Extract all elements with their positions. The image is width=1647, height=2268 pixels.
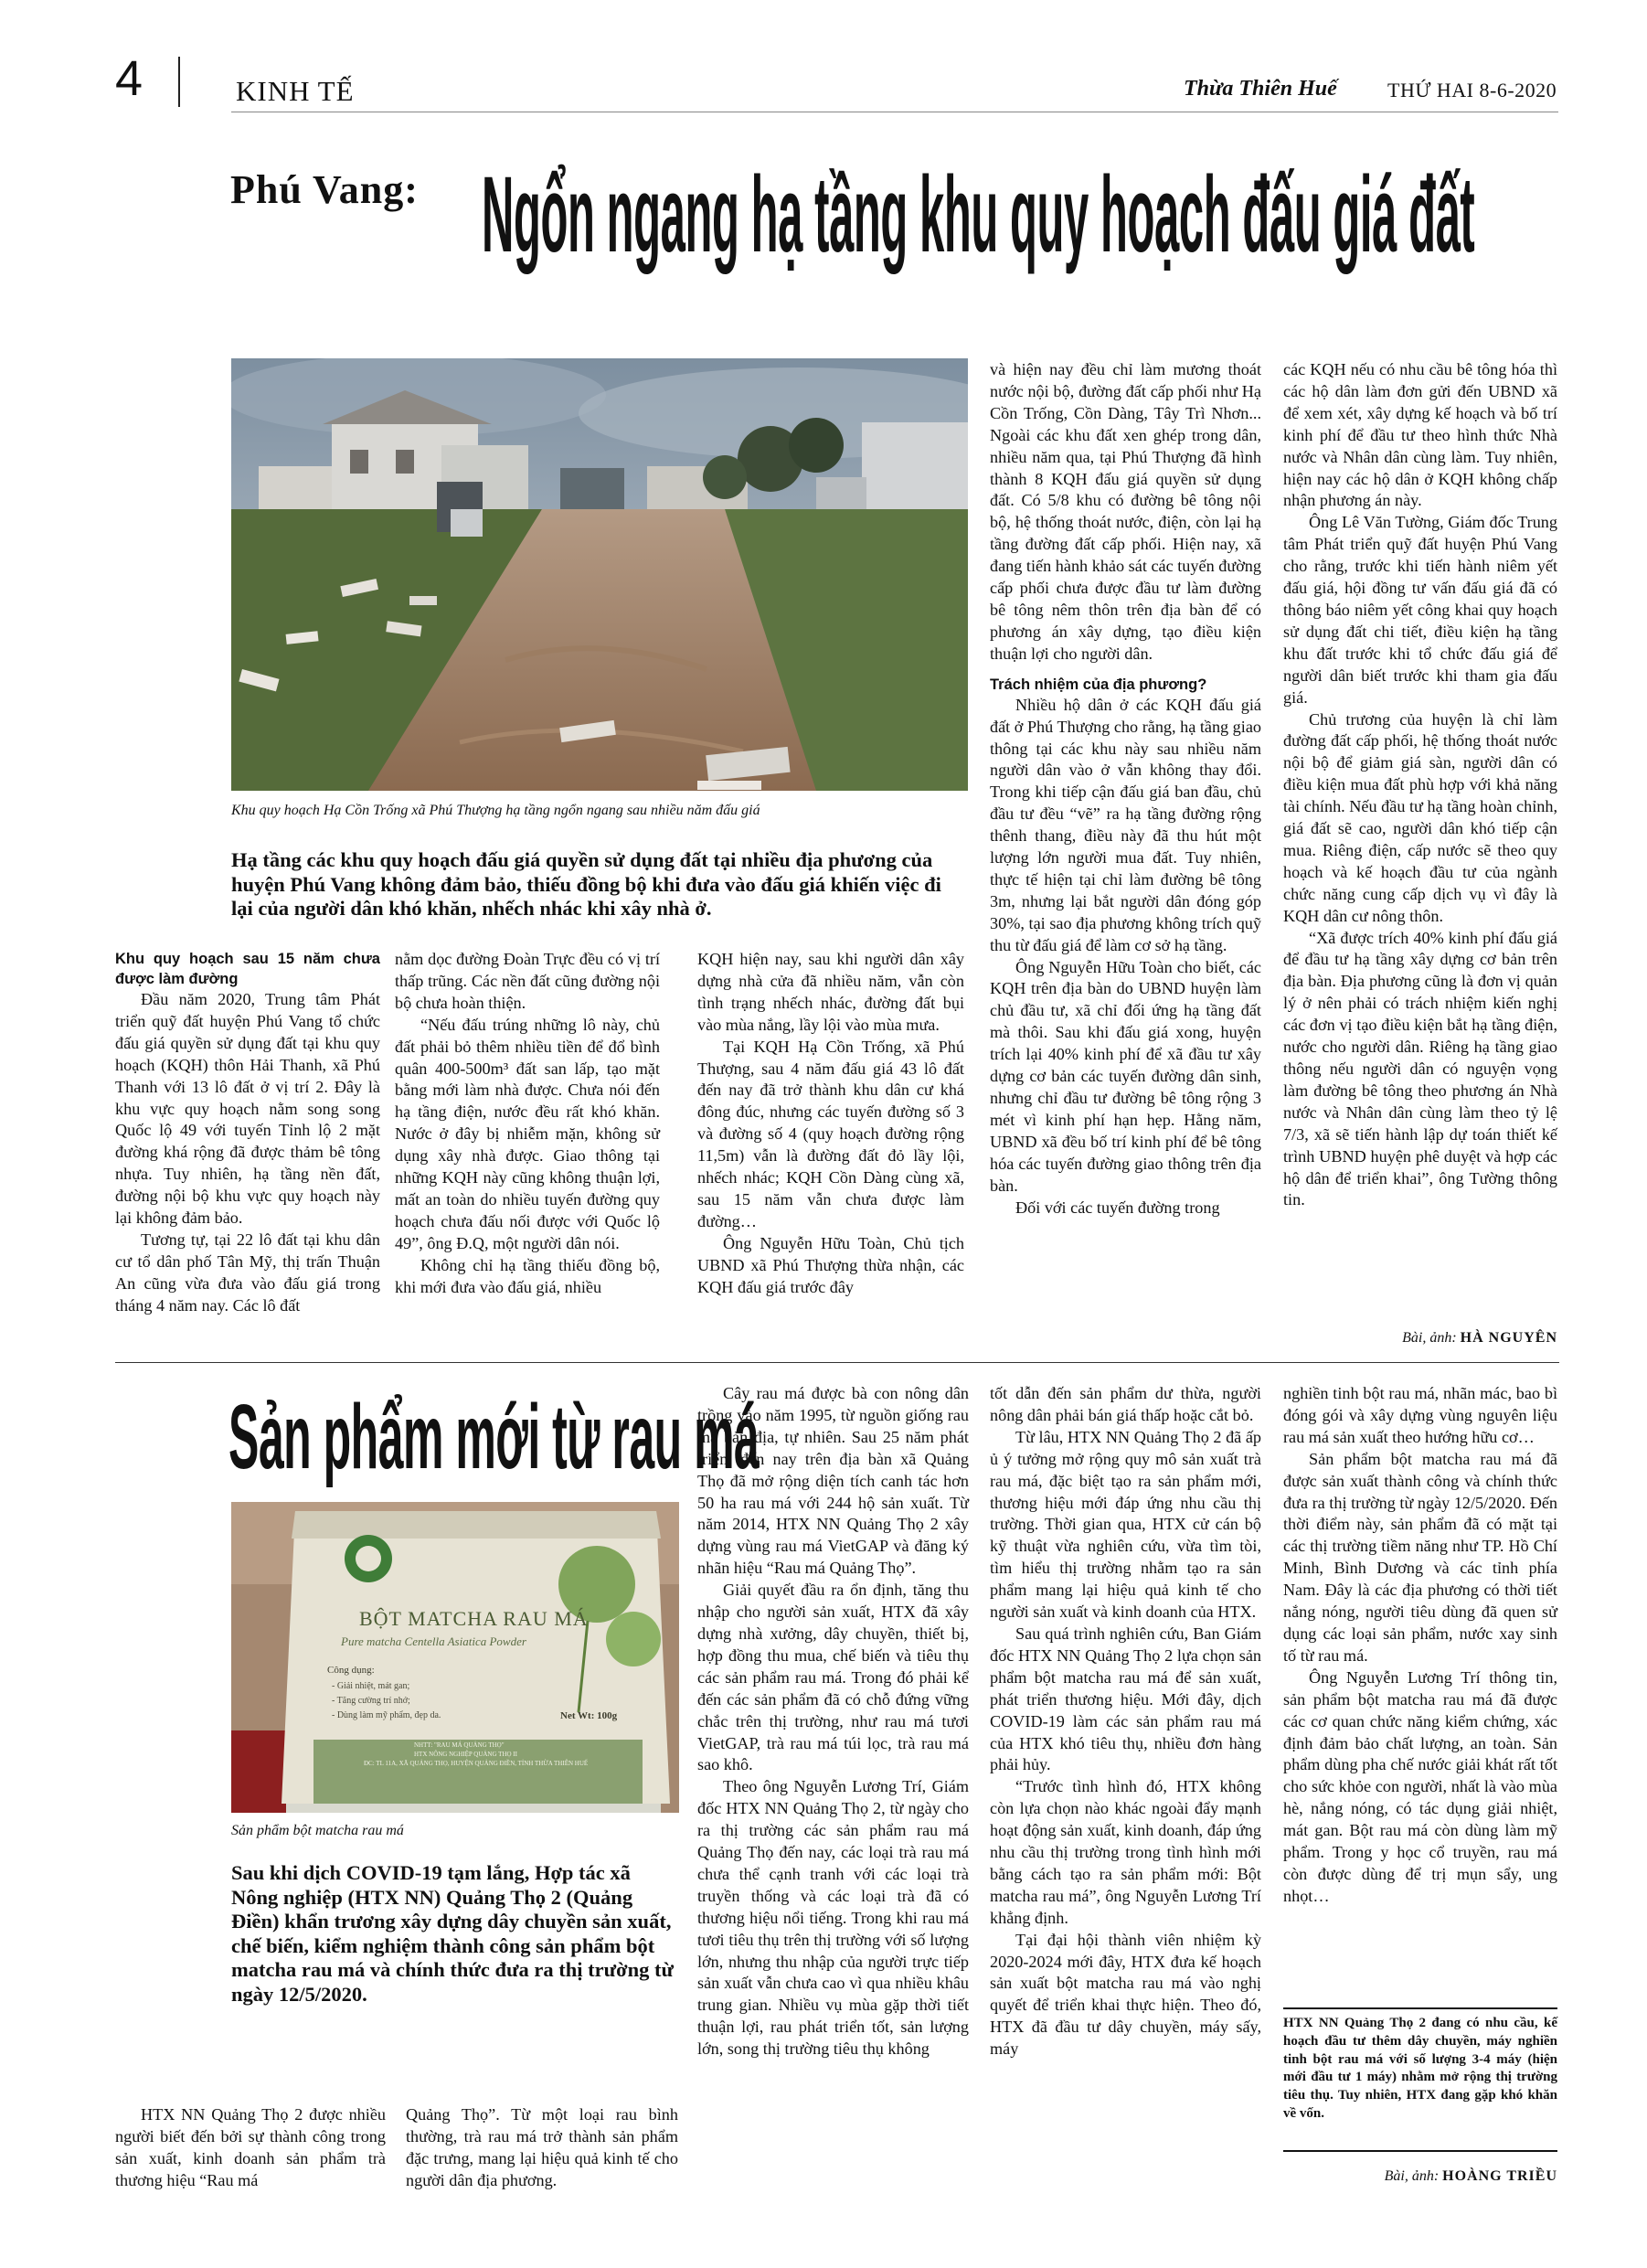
package-weight: Net Wt: 100g bbox=[560, 1710, 618, 1721]
paragraph: Đầu năm 2020, Trung tâm Phát triển quỹ đất huyện Phú Vang tổ chức đấu giá quyền sử dụng đất tại khu quy hoạch (KQH) thôn Hải Thanh, xã Phú Thanh với 13 lô đất ở vị trí 2. Đây là khu vực quy hoạch nằm song song Quốc lộ 49 với tuyến Tỉnh lộ 2 mặt đường khá rộng đã được thảm bê tông nhựa. Tuy nhiên, hạ tầng nền đất, đường nội bộ khu vực quy hoạch này lại không đảm bảo. bbox=[115, 990, 380, 1228]
paragraph: Ông Nguyễn Hữu Toàn cho biết, các KQH trên địa bàn do UBND huyện làm chủ đầu tư, xã chỉ đối ứng hạ tầng đất mà thôi. Sau khi đấu giá xong, huyện trích lại 40% kinh phí để xã đầu tư xây dựng cơ bản các tuyến đường dân sinh, nhưng chỉ đầu tư đường bê tông rộng 3 mét vì kinh phí hạn hẹp. Hằng năm, UBND xã đều bố trí kinh phí để bê tông hóa các tuyến đường giao thông trên địa bàn. bbox=[990, 957, 1261, 1195]
paragraph: Tại KQH Hạ Cồn Trống, xã Phú Thượng, sau 4 năm đấu giá 43 lô đất đến nay đã trở thành khu dân cư khá đông đúc, nhưng các tuyến đường số 3 và đường số 4 (quy hoạch đường rộng 11,5m) vẫn là đường đất đỏ lầy lội, nhếch nhác; KQH Cồn Dàng cùng xã, sau 15 năm vẫn chưa được làm đường… bbox=[697, 1037, 964, 1230]
package-use-item: - Giải nhiệt, mát gan; bbox=[332, 1681, 410, 1691]
paragraph: nghiền tinh bột rau má, nhãn mác, bao bì đóng gói và xây dựng vùng nguyên liệu rau má sản xuất theo hướng hữu cơ… bbox=[1283, 1384, 1557, 1446]
paragraph: “Xã được trích 40% kinh phí đấu giá để đầu tư hạ tầng xây dựng cơ bản trên địa bàn. Địa phương cũng là đơn vị quản lý ở nên phải có trách nhiệm kiến nghị các đơn vị tạo điều kiện bắt hạ tầng điện, nước cho người dân. Riêng hạ tầng giao thông nếu người dân có nguyện vọng làm đường bê tông theo phương án Nhà nước và Nhân dân cùng làm theo tỷ lệ 7/3, xã sẽ tiến hành lập dự toán thiết kế trình UBND huyện phê duyệt và hợp các hộ dân để triển khai”, ông Tường thông tin. bbox=[1283, 928, 1557, 1209]
paragraph: Ông Lê Văn Tường, Giám đốc Trung tâm Phát triển quỹ đất huyện Phú Vang cho rằng, trước khi tiến hành niêm yết đấu giá, hội đồng tư vấn đấu giá đã có thông báo niêm yết công khai quy hoạch sử dụng đất chi tiết, điều kiện hạ tầng khu đất trước khi tổ chức đấu giá để người dân biết trước khi tham gia đấu giá. bbox=[1283, 513, 1557, 707]
paragraph: “Trước tình hình đó, HTX không còn lựa chọn nào khác ngoài đẩy mạnh hoạt động sản xuất, kinh doanh, đáp ứng nhu cầu thị trường trong tình hình mới bằng cách tạo ra sản phẩm mới: Bột matcha rau má”, ông Nguyễn Lương Trí khẳng định. bbox=[990, 1777, 1261, 1927]
section-subhead: Khu quy hoạch sau 15 năm chưa được làm đường bbox=[115, 951, 380, 987]
paragraph: Chủ trương của huyện là chỉ làm đường đất cấp phối, hệ thống thoát nước nội bộ để giảm giá sàn, người dân có điều kiện mua đất phù hợp với khả năng tài chính. Nếu đầu tư hạ tầng hoàn chỉnh, giá đất sẽ cao, người dân khó tiếp cận mua. Riêng điện, cấp nước sẽ theo quy hoạch và kế hoạch đầu tư của ngành chức năng cung cấp dịch vụ vì đây là KQH dân cư nông thôn. bbox=[1283, 709, 1557, 925]
paragraph: Sau quá trình nghiên cứu, Ban Giám đốc HTX NN Quảng Thọ 2 lựa chọn sản phẩm bột matcha rau má để sản xuất, phát triển thương hiệu. Mới đây, dịch COVID-19 làm các sản phẩm rau má của HTX khó tiêu thụ, nhiều đơn hàng phải hủy. bbox=[990, 1624, 1261, 1774]
page-number: 4 bbox=[115, 51, 143, 106]
article-1-headline: Ngổn ngang hạ tầng khu quy hoạch đấu giá đất bbox=[482, 154, 1475, 275]
note-rule-top bbox=[1283, 2007, 1557, 2009]
article-1-lead: Hạ tầng các khu quy hoạch đấu giá quyền sử dụng đất tại nhiều địa phương của huyện Phú Vang không đảm bảo, thiếu đồng bộ khi đưa vào đấu giá khiến việc đi lại của người dân khó khăn, nhếch nhác khi xây nhà ở. bbox=[231, 848, 941, 920]
paragraph: Cây rau má được bà con nông dân trồng vào năm 1995, từ nguồn giống rau má bản địa, tự nhiên. Sau 25 năm phát triển, đến nay trên địa bàn xã Quảng Thọ đã mở rộng diện tích canh tác hơn 50 ha rau má với 244 hộ sản xuất. Từ năm 2014, HTX NN Quảng Thọ 2 xây dựng vùng rau má VietGAP và đăng ký nhãn hiệu “Rau má Quảng Thọ”. bbox=[697, 1384, 969, 1578]
article-2-note: HTX NN Quảng Thọ 2 đang có nhu cầu, kế hoạch đầu tư thêm dây chuyền, máy nghiền tinh bột rau má với số lượng 3-4 máy (hiện mới đầu tư 1 máy) nhằm mở rộng thị trường tiêu thụ. Tuy nhiên, HTX đang gặp khó khăn về vốn. bbox=[1283, 2016, 1557, 2121]
byline-author: HÀ NGUYÊN bbox=[1460, 1330, 1557, 1346]
package-uses-label: Công dụng: bbox=[327, 1665, 375, 1676]
paper-name: Thừa Thiên Huế bbox=[1184, 77, 1337, 101]
package-subtitle: Pure matcha Centella Asiatica Powder bbox=[341, 1634, 526, 1648]
section-subhead: Trách nhiệm của địa phương? bbox=[990, 676, 1207, 693]
article-2-column-5 bbox=[1283, 1383, 1557, 1908]
paragraph: Sản phẩm bột matcha rau má đã được sản xuất thành công và chính thức đưa ra thị trường từ ngày 12/5/2020. Đến thời điểm này, sản phẩm đã có mặt tại các thị trường tiềm năng như TP. Hồ Chí Minh, Bình Dương và các tỉnh phía Nam. Đây là các địa phương có thời tiết nắng nóng, người tiêu dùng đã quen sử dụng các loại sản phẩm, nước xay sinh tố từ rau má. bbox=[1283, 1449, 1557, 1665]
issue-date: THỨ HAI 8-6-2020 bbox=[1387, 79, 1557, 101]
byline-prefix: Bài, ảnh: bbox=[1384, 2168, 1440, 2184]
article-2-column-2 bbox=[406, 2104, 678, 2192]
paragraph: KQH hiện nay, sau khi người dân xây dựng nhà cửa đã nhiều năm, vẫn còn tình trạng nhếch nhác, đường đất bụi vào mùa nắng, lầy lội vào mùa mưa. bbox=[697, 950, 964, 1034]
article-1-column-3 bbox=[697, 949, 964, 1299]
article-2-column-1 bbox=[115, 2104, 386, 2192]
byline-author: HOÀNG TRIỀU bbox=[1442, 2168, 1557, 2184]
article-1-column-2 bbox=[395, 949, 660, 1299]
road-photo bbox=[231, 358, 968, 791]
paragraph: Nhiều hộ dân ở các KQH đấu giá đất ở Phú Thượng cho rằng, hạ tầng giao thông tại các khu này sau nhiều năm người dân vào ở vẫn không thay đổi. Trong khi tiếp cận đấu giá ban đầu, chủ đầu tư đều “vẽ” ra hạ tầng đường rộng thênh thang, điều này đã thu hút một lượng lớn người mua đất. Tuy nhiên, thực tế hiện tại chỉ làm đường bê tông 3m, nhưng lại bắt người dân đóng góp 30%, tại sao địa phương không trích quỹ thu từ đấu giá để làm cơ sở hạ tầng. bbox=[990, 695, 1261, 954]
article-2-headline: Sản phẩm mới từ rau má bbox=[228, 1386, 760, 1488]
paragraph: HTX NN Quảng Thọ 2 được nhiều người biết đến bởi sự thành công trong sản xuất, kinh doanh sản phẩm trà thương hiệu “Rau má bbox=[115, 2105, 386, 2189]
article-1-column-1 bbox=[115, 949, 380, 1317]
header-divider bbox=[178, 57, 180, 107]
page-header bbox=[0, 0, 1647, 119]
package-use-item: - Tăng cường trí nhớ; bbox=[332, 1696, 410, 1706]
paragraph: Từ lâu, HTX NN Quảng Thọ 2 đã ấp ủ ý tưởng mở rộng quy mô sản xuất trà rau má, đặc biệt tạo ra sản phẩm mới, thương hiệu mới đáp ứng nhu cầu thị trường. Thời gian qua, HTX cử cán bộ kỹ thuật vừa nghiên cứu, vừa tìm tòi, tìm hiểu thị trường nhằm tạo ra sản phẩm mang lại hiệu quả kinh tế cho người sản xuất và kinh doanh của HTX. bbox=[990, 1427, 1261, 1622]
package-maker-line: NHTT: "RAU MÁ QUẢNG THỌ" bbox=[414, 1741, 505, 1749]
paragraph: nằm dọc đường Đoàn Trực đều có vị trí thấp trũng. Các nền đất cũng đường nội bộ chưa hoàn thiện. bbox=[395, 950, 660, 1012]
article-1-column-5 bbox=[1283, 359, 1557, 1211]
section-name: KINH TẾ bbox=[236, 75, 355, 107]
byline-prefix: Bài, ảnh: bbox=[1402, 1330, 1457, 1346]
paragraph: Ông Nguyễn Lương Trí thông tin, sản phẩm bột matcha rau má đã được các cơ quan chức năng kiểm chứng, xác định đảm bảo chất lượng, an toàn. Sản phẩm dùng pha chế nước giải khát rất tốt cho sức khỏe con người, nhất là vào mùa hè, nắng nóng, có tác dụng giải nhiệt, mát gan. Bột rau má còn dùng làm mỹ phẩm. Trong y học cổ truyền, rau má còn được dùng để trị mụn sẩy, ung nhọt… bbox=[1283, 1667, 1557, 1905]
package-use-item: - Dùng làm mỹ phẩm, đẹp da. bbox=[332, 1710, 441, 1720]
paragraph: các KQH nếu có nhu cầu bê tông hóa thì các hộ dân làm đơn gửi đến UBND xã để xem xét, xây dựng kế hoạch và bố trí kinh phí để đầu tư theo hình thức Nhà nước và Nhân dân cùng làm. Tuy nhiên, hiện nay các hộ dân ở KQH không chấp nhận phương án này. bbox=[1283, 360, 1557, 510]
paragraph: tốt dẫn đến sản phẩm dư thừa, người nông dân phải bán giá thấp hoặc cắt bỏ. bbox=[990, 1384, 1261, 1424]
package-maker-line: ĐC: TL 11A, XÃ QUẢNG THỌ, HUYỆN QUẢNG ĐIỀN, TỈNH THỪA THIÊN HUẾ bbox=[364, 1760, 589, 1767]
paragraph: Đối với các tuyến đường trong bbox=[1015, 1198, 1220, 1217]
paragraph: Tại đại hội thành viên nhiệm kỳ 2020-2024 mới đây, HTX đưa kế hoạch sản xuất bột matcha rau má vào nghị quyết để triển khai thực hiện. Theo đó, HTX đã đầu tư dây chuyền, máy sấy, máy bbox=[990, 1930, 1261, 2059]
road-scene-illustration bbox=[231, 358, 968, 791]
article-2-lead: Sau khi dịch COVID-19 tạm lắng, Hợp tác xã Nông nghiệp (HTX NN) Quảng Thọ 2 (Quảng Điền) khẩn trương xây dựng dây chuyền sản xuất, chế biến, kiểm nghiệm thành công sản phẩm bột matcha rau má và chính thức đưa ra thị trường từ ngày 12/5/2020. bbox=[231, 1861, 674, 2006]
paragraph: Giải quyết đầu ra ổn định, tăng thu nhập cho người sản xuất, HTX đã xây dựng nhà xưởng, dây chuyền, thiết bị, hợp đồng thu mua, chế biến và tiêu thụ các sản phẩm rau má. Trong đó phải kể đến các sản phẩm đã có chỗ đứng vững chắc trên thị trường, như rau má tươi VietGAP, trà rau má túi lọc, trà rau má sao khô. bbox=[697, 1581, 969, 1774]
paragraph: và hiện nay đều chỉ làm mương thoát nước nội bộ, đường đất cấp phối như Hạ Cồn Trống, Cồn Dàng, Tây Trì Nhơn... Ngoài các khu đất xen ghép trong dân, nhiều năm qua, tại Phú Thượng đã hình thành 8 KQH đấu giá quyền sử dụng đất. Có 5/8 khu có đường bê tông nội bộ, hệ thống thoát nước, điện, còn lại hạ tầng đường đất cấp phối. Hiện nay, xã đang tiến hành khảo sát các tuyến đường cấp phối chưa được đầu tư làm đường bê tông nêm thôn trên địa bàn để có phương án xây dựng, tạo điều kiện thuận lợi cho người dân. bbox=[990, 360, 1261, 663]
package-maker-line: HTX NÔNG NGHIỆP QUẢNG THỌ II bbox=[414, 1751, 517, 1758]
article-1-byline bbox=[1283, 1330, 1557, 1347]
product-photo bbox=[231, 1502, 679, 1813]
package-title: BỘT MATCHA RAU MÁ bbox=[359, 1607, 589, 1630]
paragraph: “Nếu đấu trúng những lô này, chủ đất phải bỏ thêm nhiều tiền để đổ bình quân 400-500m³ đất san lấp, tạo mặt bằng mới làm nhà được. Chưa nói đến hạ tầng điện, nước đều rất khó khăn. Nước ở đây bị nhiễm mặn, không sử dụng xây nhà được. Giao thông tại những KQH này cũng không thuận lợi, mất an toàn do nhiều tuyến đường quy hoạch chưa đấu nối được với Quốc lộ 49”, ông Đ.Q, một người dân nói. bbox=[395, 1015, 660, 1252]
article-2-column-3 bbox=[697, 1383, 969, 2060]
article-1-column-4 bbox=[990, 359, 1261, 1219]
paragraph: Quảng Thọ”. Từ một loại rau bình thường, trà rau má trở thành sản phẩm đặc trưng, mang lại hiệu quả kinh tế cho người dân địa phương. bbox=[406, 2105, 678, 2189]
article-2-byline bbox=[1283, 2168, 1557, 2185]
paragraph: Không chỉ hạ tầng thiếu đồng bộ, khi mới đưa vào đấu giá, nhiều bbox=[395, 1255, 660, 1296]
road-photo-caption: Khu quy hoạch Hạ Cồn Trống xã Phú Thượng hạ tầng ngổn ngang sau nhiều năm đấu giá bbox=[231, 803, 760, 818]
paragraph: Tương tự, tại 22 lô đất tại khu dân cư tổ dân phố Tân Mỹ, thị trấn Thuận An cũng vừa đưa vào đấu giá trong tháng 4 năm nay. Các lô đất bbox=[115, 1230, 380, 1315]
article-1-kicker: Phú Vang: bbox=[230, 167, 419, 212]
article-2-column-4 bbox=[990, 1383, 1261, 2060]
note-rule-bottom bbox=[1283, 2150, 1557, 2152]
paragraph: Theo ông Nguyễn Lương Trí, Giám đốc HTX NN Quảng Thọ 2, từ ngày cho ra thị trường các sản phẩm rau má Quảng Thọ đến nay, các loại trà rau má chưa thể cạnh tranh với các loại trà truyền thống và các loại trà đã có thương hiệu nổi tiếng. Trong khi rau má tươi tiêu thụ trên thị trường với số lượng lớn, nhưng thu nhập của người trực tiếp sản xuất vẫn chưa cao vì qua nhiều khâu trung gian. Nhiều vụ mùa gặp thời tiết thuận lợi, rau phát triển tốt, sản lượng lớn, song thị trường tiêu thụ không bbox=[697, 1777, 969, 2059]
article-divider bbox=[115, 1362, 1559, 1363]
paragraph: Ông Nguyễn Hữu Toàn, Chủ tịch UBND xã Phú Thượng thừa nhận, các KQH đấu giá trước đây bbox=[697, 1233, 964, 1296]
product-photo-caption: Sản phẩm bột matcha rau má bbox=[231, 1823, 404, 1838]
